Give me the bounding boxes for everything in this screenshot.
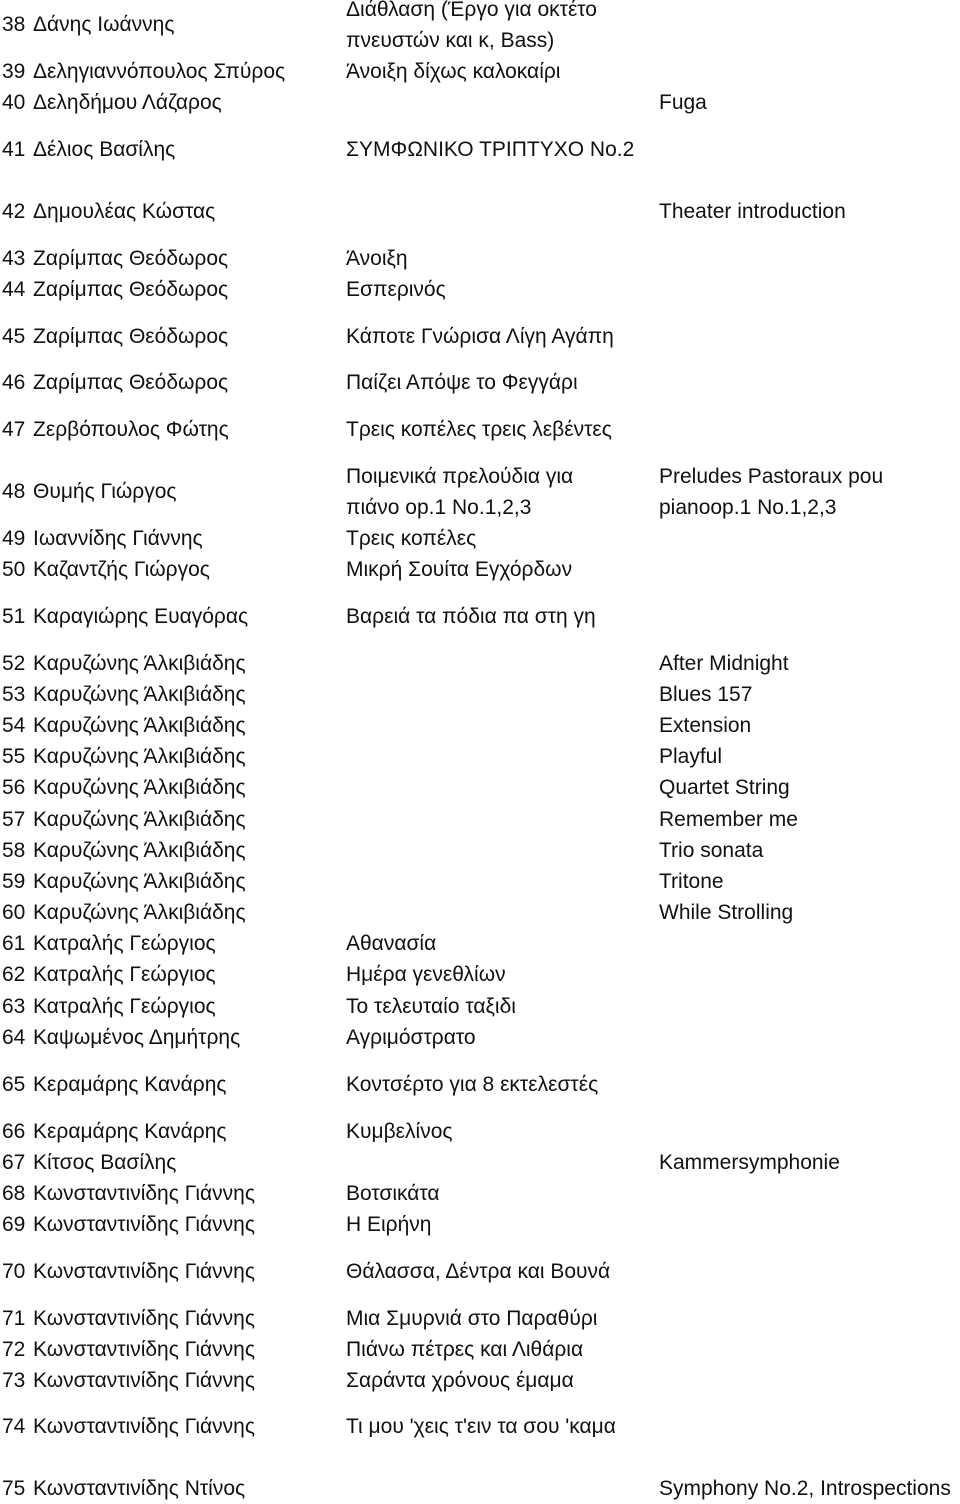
composer-name: Κατραλής Γεώργιος xyxy=(33,995,216,1018)
composer-name: Καρυζώνης Άλκιβιάδης xyxy=(33,808,246,831)
entry-number: 42 xyxy=(2,200,26,223)
work-title: Κάποτε Γνώρισα Λίγη Αγάπη xyxy=(346,325,614,348)
entry-number: 70 xyxy=(2,1260,26,1283)
entry-number: 69 xyxy=(2,1213,26,1236)
entry-number: 68 xyxy=(2,1182,26,1205)
work-title: Άνοιξη δίχως καλοκαίρι xyxy=(346,60,561,83)
work-title: Τρεις κοπέλες τρεις λεβέντες xyxy=(346,418,612,441)
composer-name: Ζαρίμπας Θεόδωρος xyxy=(33,278,229,301)
work-title: Βοτσικάτα xyxy=(346,1182,440,1205)
list-item xyxy=(0,1209,960,1240)
entry-number: 46 xyxy=(2,371,26,394)
list-item xyxy=(0,772,960,803)
work-title: Σαράντα χρόνους έμαμα xyxy=(346,1369,574,1392)
list-item xyxy=(0,959,960,990)
entry-number: 52 xyxy=(2,652,26,675)
list-item xyxy=(0,1303,960,1334)
list-item xyxy=(0,679,960,710)
list-item xyxy=(0,1069,960,1100)
entry-number: 57 xyxy=(2,808,26,831)
list-item xyxy=(0,1473,960,1504)
entry-number: 44 xyxy=(2,278,26,301)
work-title: Μικρή Σουίτα Εγχόρδων xyxy=(346,558,573,581)
work-title-english: Theater introduction xyxy=(659,200,846,223)
list-item xyxy=(0,835,960,866)
work-title: Ημέρα γενεθλίων xyxy=(346,963,506,986)
list-item xyxy=(0,274,960,305)
list-item xyxy=(0,243,960,274)
work-title-english: While Strolling xyxy=(659,901,794,924)
entry-number: 53 xyxy=(2,683,26,706)
work-title: Μια Σμυρνιά στο Παραθύρι xyxy=(346,1307,598,1330)
list-item xyxy=(0,1365,960,1396)
composer-name: Κατραλής Γεώργιος xyxy=(33,932,216,955)
composer-name: Κωνσταντινίδης Γιάννης xyxy=(33,1182,255,1205)
work-title: Διάθλαση (Έργο για οκτέτο πνευστών και κ, Bass) xyxy=(346,0,597,52)
work-title-english: Trio sonata xyxy=(659,839,764,862)
entry-number: 62 xyxy=(2,963,26,986)
entry-number: 54 xyxy=(2,714,26,737)
list-item xyxy=(0,414,960,445)
entry-number: 63 xyxy=(2,995,26,1018)
entry-number: 65 xyxy=(2,1073,26,1096)
composer-name: Δάνης Ιωάννης xyxy=(33,13,175,36)
composer-name: Θυμής Γιώργος xyxy=(33,480,177,503)
composer-name: Καρυζώνης Άλκιβιάδης xyxy=(33,714,246,737)
work-title: Αγριμόστρατο xyxy=(346,1026,476,1049)
list-item xyxy=(0,1411,960,1442)
work-title-english: Fuga xyxy=(659,91,707,114)
work-title: Το τελευταίο ταξιδι xyxy=(346,995,516,1018)
entry-number: 48 xyxy=(2,480,26,503)
entry-number: 58 xyxy=(2,839,26,862)
entry-number: 50 xyxy=(2,558,26,581)
entry-number: 61 xyxy=(2,932,26,955)
entry-number: 47 xyxy=(2,418,26,441)
list-item xyxy=(0,741,960,772)
composer-name: Κωνσταντινίδης Γιάννης xyxy=(33,1369,255,1392)
composer-name: Κωνσταντινίδης Γιάννης xyxy=(33,1307,255,1330)
composer-name: Ιωαννίδης Γιάννης xyxy=(33,527,203,550)
entry-number: 60 xyxy=(2,901,26,924)
list-item xyxy=(0,56,960,87)
work-title: ΣΥΜΦΩΝΙΚΟ ΤΡΙΠΤΥΧΟ No.2 xyxy=(346,138,635,161)
work-title: Κυμβελίνος xyxy=(346,1120,453,1143)
composer-name: Καραγιώρης Ευαγόρας xyxy=(33,605,249,628)
work-title: Ποιμενικά πρελούδια για πιάνο op.1 No.1,2,3 xyxy=(346,465,574,519)
entry-number: 40 xyxy=(2,91,26,114)
list-item xyxy=(0,196,960,227)
entry-number: 71 xyxy=(2,1307,26,1330)
entry-number: 64 xyxy=(2,1026,26,1049)
composer-name: Καρυζώνης Άλκιβιάδης xyxy=(33,839,246,862)
list-item xyxy=(0,0,960,56)
work-title-english: Symphony No.2, Introspections xyxy=(659,1477,951,1500)
composer-name: Κεραμάρης Κανάρης xyxy=(33,1120,227,1143)
work-title: Θάλασσα, Δέντρα και Βουνά xyxy=(346,1260,611,1283)
work-title-english: After Midnight xyxy=(659,652,789,675)
entry-number: 45 xyxy=(2,325,26,348)
work-title: Η Ειρήνη xyxy=(346,1213,432,1236)
list-item xyxy=(0,804,960,835)
composer-name: Καρυζώνης Άλκιβιάδης xyxy=(33,776,246,799)
composer-name: Κωνσταντινίδης Γιάννης xyxy=(33,1213,255,1236)
entry-number: 49 xyxy=(2,527,26,550)
work-title-english: Preludes Pastoraux pou pianoop.1 No.1,2,3 xyxy=(659,465,884,519)
list-item xyxy=(0,321,960,352)
entry-number: 39 xyxy=(2,60,26,83)
work-title: Άνοιξη xyxy=(346,247,408,270)
composer-name: Κεραμάρης Κανάρης xyxy=(33,1073,227,1096)
work-title: Εσπερινός xyxy=(346,278,446,301)
work-title: Βαρειά τα πόδια πα στη γη xyxy=(346,605,596,628)
entry-number: 59 xyxy=(2,870,26,893)
work-title: Τρεις κοπέλες xyxy=(346,527,477,550)
work-title: Τι μου 'χεις τ'ειν τα σου 'καμα xyxy=(346,1415,616,1438)
list-item xyxy=(0,523,960,554)
work-title-english: Tritone xyxy=(659,870,724,893)
entry-number: 73 xyxy=(2,1369,26,1392)
composer-name: Κωνσταντινίδης Γιάννης xyxy=(33,1260,255,1283)
work-title: Πιάνω πέτρες και Λιθάρια xyxy=(346,1338,584,1361)
list-item xyxy=(0,648,960,679)
list-item xyxy=(0,991,960,1022)
composer-name: Δεληγιαννόπουλος Σπύρος xyxy=(33,60,286,83)
list-item xyxy=(0,461,960,523)
work-title: Αθανασία xyxy=(346,932,437,955)
list-item xyxy=(0,897,960,928)
entry-number: 55 xyxy=(2,745,26,768)
work-title-english: Quartet String xyxy=(659,776,790,799)
work-title-english: Playful xyxy=(659,745,723,768)
list-item xyxy=(0,1147,960,1178)
composer-name: Δέλιος Βασίλης xyxy=(33,138,176,161)
composer-name: Δημουλέας Κώστας xyxy=(33,200,216,223)
composer-name: Καρυζώνης Άλκιβιάδης xyxy=(33,683,246,706)
composer-name: Καρυζώνης Άλκιβιάδης xyxy=(33,745,246,768)
composer-name: Κίτσος Βασίλης xyxy=(33,1151,177,1174)
composer-name: Κατραλής Γεώργιος xyxy=(33,963,216,986)
composer-name: Καψωμένος Δημήτρης xyxy=(33,1026,241,1049)
composer-name: Κωνσταντινίδης Γιάννης xyxy=(33,1415,255,1438)
entry-number: 72 xyxy=(2,1338,26,1361)
work-title-english: Remember me xyxy=(659,808,798,831)
list-item xyxy=(0,1178,960,1209)
composer-name: Ζαρίμπας Θεόδωρος xyxy=(33,371,229,394)
list-item xyxy=(0,134,960,165)
composer-name: Δεληδήμου Λάζαρος xyxy=(33,91,222,114)
list-item xyxy=(0,601,960,632)
composer-name: Κωνσταντινίδης Ντίνος xyxy=(33,1477,246,1500)
entry-number: 38 xyxy=(2,13,26,36)
list-item xyxy=(0,866,960,897)
list-item xyxy=(0,1116,960,1147)
work-title: Κοντσέρτο για 8 εκτελεστές xyxy=(346,1073,599,1096)
entry-number: 74 xyxy=(2,1415,26,1438)
work-title-english: Blues 157 xyxy=(659,683,753,706)
composer-name: Κωνσταντινίδης Γιάννης xyxy=(33,1338,255,1361)
composer-name: Ζερβόπουλος Φώτης xyxy=(33,418,229,441)
entry-number: 43 xyxy=(2,247,26,270)
entry-number: 66 xyxy=(2,1120,26,1143)
composer-name: Ζαρίμπας Θεόδωρος xyxy=(33,325,229,348)
work-title-english: Kammersymphonie xyxy=(659,1151,840,1174)
composer-name: Καρυζώνης Άλκιβιάδης xyxy=(33,652,246,675)
list-item xyxy=(0,1334,960,1365)
list-item xyxy=(0,710,960,741)
list-item xyxy=(0,928,960,959)
entry-number: 67 xyxy=(2,1151,26,1174)
work-title-english: Extension xyxy=(659,714,752,737)
entry-number: 56 xyxy=(2,776,26,799)
list-item xyxy=(0,1022,960,1053)
composer-name: Καζαντζής Γιώργος xyxy=(33,558,210,581)
list-item xyxy=(0,1256,960,1287)
work-title: Παίζει Απόψε το Φεγγάρι xyxy=(346,371,578,394)
entry-number: 41 xyxy=(2,138,26,161)
composer-name: Ζαρίμπας Θεόδωρος xyxy=(33,247,229,270)
entry-number: 51 xyxy=(2,605,26,628)
composer-name: Καρυζώνης Άλκιβιάδης xyxy=(33,870,246,893)
list-item xyxy=(0,367,960,398)
list-item xyxy=(0,554,960,585)
composer-name: Καρυζώνης Άλκιβιάδης xyxy=(33,901,246,924)
entry-number: 75 xyxy=(2,1477,26,1500)
list-item xyxy=(0,87,960,118)
